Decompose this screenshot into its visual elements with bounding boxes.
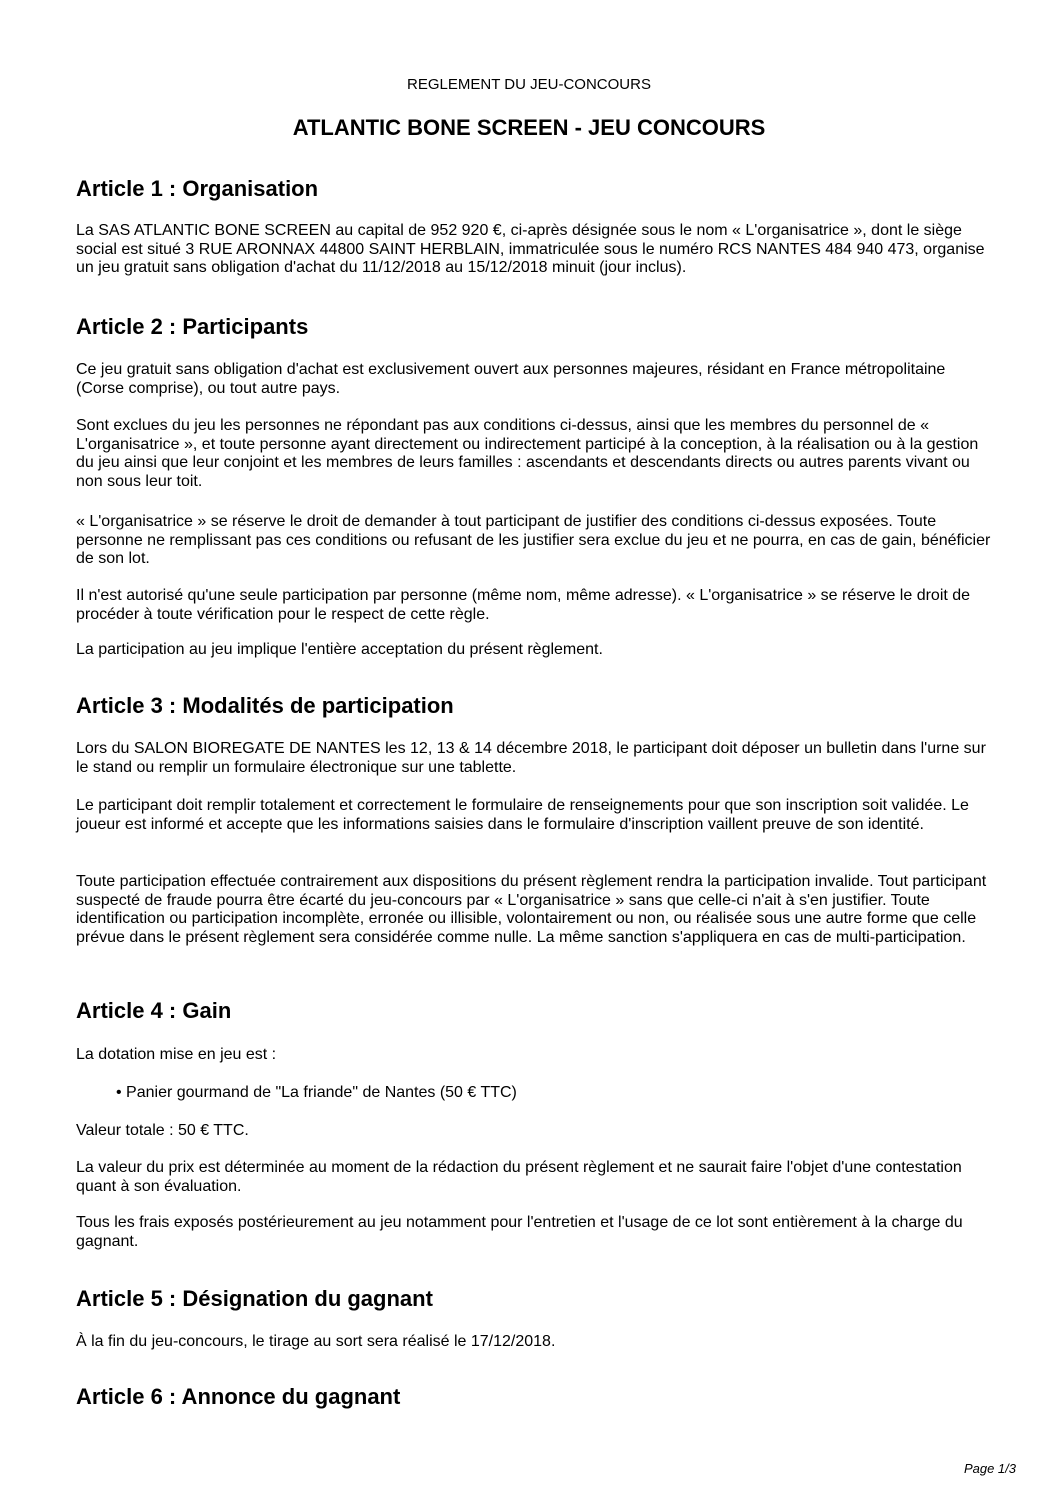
article-4-intro: La dotation mise en jeu est : [76,1046,277,1063]
article-6-heading: Article 6 : Annonce du gagnant [76,1384,401,1409]
article-4-paragraph: Tous les frais exposés postérieurement au jeu notamment pour l'entretien et l'usage de ce lot sont entièrement à la charge du gagnant. [76,1214,963,1250]
article-5-paragraph: À la fin du jeu-concours, le tirage au sort sera réalisé le 17/12/2018. [76,1333,556,1350]
article-2-paragraph: Sont exclues du jeu les personnes ne répondant pas aux conditions ci-dessus, ainsi que les membres du personnel de « L'organisatrice », et toute personne ayant directement ou indirectement participé à la conception, à la réalisation ou à la gestion du jeu ainsi que leur conjoint et les membres de leurs familles : ascendants et descendants directs ou autres parents vivant ou non sous leur toit. [76,417,979,490]
article-4-heading: Article 4 : Gain [76,998,232,1023]
article-5-heading: Article 5 : Désignation du gagnant [76,1286,433,1311]
document-title: ATLANTIC BONE SCREEN - JEU CONCOURS [292,115,766,140]
article-3-paragraph: Lors du SALON BIOREGATE DE NANTES les 12, 13 & 14 décembre 2018, le participant doit déposer un bulletin dans l'urne sur le stand ou remplir un formulaire électronique sur une tablette. [76,740,986,776]
prize-list-item: • Panier gourmand de "La friande" de Nantes (50 € TTC) [116,1084,517,1101]
document-header: REGLEMENT DU JEU-CONCOURS [407,76,651,93]
page-number: Page 1/3 [963,1461,1016,1476]
article-2-paragraph: Il n'est autorisé qu'une seule participation par personne (même nom, même adresse). « L'organisatrice » se réserve le droit de procéder à toute vérification pour le respect de cette règle. [76,587,971,623]
article-2-paragraph: La participation au jeu implique l'entière acceptation du présent règlement. [76,641,603,658]
article-3-heading: Article 3 : Modalités de participation [76,693,454,718]
article-1-heading: Article 1 : Organisation [76,176,319,201]
article-4-paragraph: Valeur totale : 50 € TTC. [76,1122,249,1139]
article-2-paragraph: « L'organisatrice » se réserve le droit de demander à tout participant de justifier des conditions ci-dessus exposées. Toute personne ne remplissant pas ces conditions ou refusant de les justifier sera exclue du jeu et ne pourra, en cas de gain, bénéficier de son lot. [76,513,991,567]
article-3-paragraph: Toute participation effectuée contrairement aux dispositions du présent règlement rendra la participation invalide. Tout participant suspecté de fraude pourra être écarté du jeu-concours par « L'organisatrice » sans que celle-ci n'ait à s'en justifier. Toute identification ou participation incomplète, erronée ou illisible, volontairement ou non, ou réalisée sous une autre forme que celle prévue dans le présent règlement sera considérée comme nulle. La même sanction s'appliquera en cas de multi-participation. [76,873,987,946]
article-2-paragraph: Ce jeu gratuit sans obligation d'achat est exclusivement ouvert aux personnes majeures, résidant en France métropolitaine (Corse comprise), ou tout autre pays. [76,361,946,397]
article-2-heading: Article 2 : Participants [76,314,309,339]
article-3-paragraph: Le participant doit remplir totalement et correctement le formulaire de renseignements pour que son inscription soit validée. Le joueur est informé et accepte que les informations saisies dans le formulaire d'inscription vaillent preuve de son identité. [76,797,969,833]
article-4-paragraph: La valeur du prix est déterminée au moment de la rédaction du présent règlement et ne saurait faire l'objet d'une contestation quant à son évaluation. [76,1159,962,1195]
article-1-paragraph: La SAS ATLANTIC BONE SCREEN au capital de 952 920 €, ci-après désignée sous le nom « L'organisatrice », dont le siège social est situé 3 RUE ARONNAX 44800 SAINT HERBLAIN, immatriculée sous le numéro RCS NANTES 484 940 473, organise un jeu gratuit sans obligation d'achat du 11/12/2018 au 15/12/2018 minuit (jour inclus). [76,222,985,276]
